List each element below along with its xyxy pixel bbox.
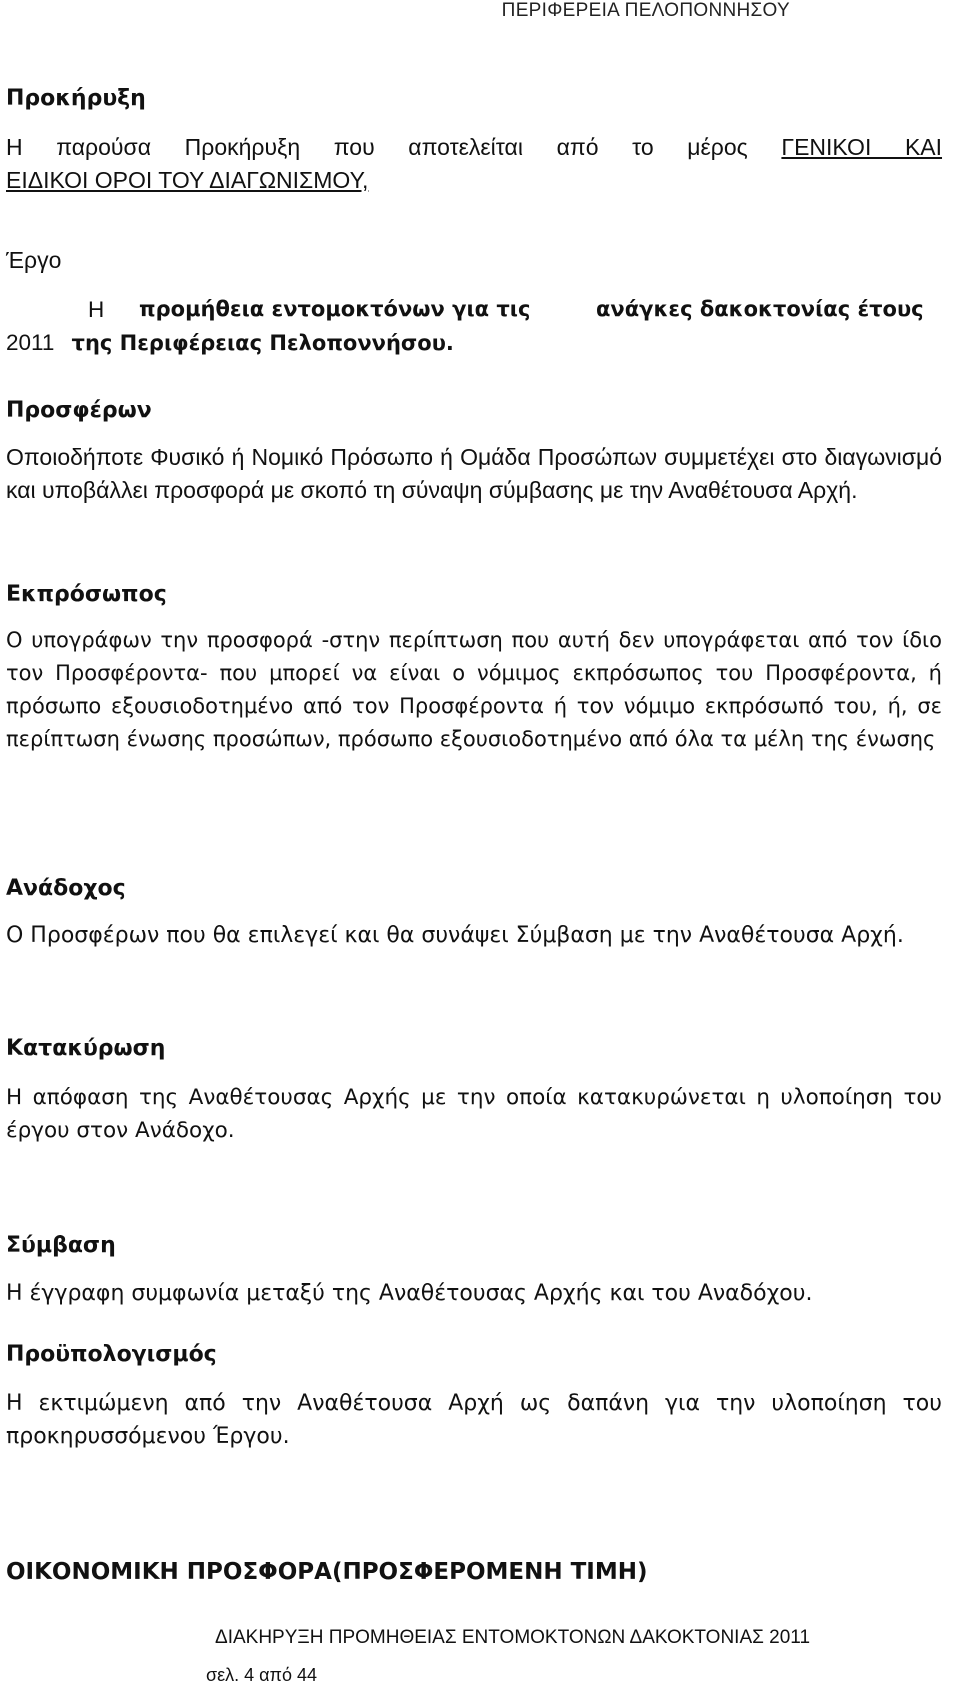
- section-text-prokiryxi: [6, 131, 942, 197]
- ergo-bold-text-right: ανάγκες δακοκτονίας έτους: [596, 297, 924, 321]
- ergo-line-1: [6, 293, 942, 326]
- running-footer: ΔΙΑΚΗΡΥΞΗ ΠΡΟΜΗΘΕΙΑΣ ΕΝΤΟΜΟΚΤΟΝΩΝ ΔΑΚΟΚΤΟΝΙΑΣ 2011: [215, 1627, 811, 1648]
- ergo-line-2: [6, 326, 942, 360]
- section-heading-symvasi: Σύμβαση: [6, 1233, 116, 1258]
- section-text-symvasi: Η έγγραφη συμφωνία μεταξύ της Αναθέτουσας Αρχής και του Αναδόχου.: [6, 1281, 813, 1306]
- ergo-region: της Περιφέρειας Πελοποννήσου.: [71, 331, 454, 355]
- section-heading-prokiryxi: Προκήρυξη: [6, 86, 146, 111]
- prokiryxi-link-part-1[interactable]: ΓΕΝΙΚΟΙ ΚΑΙ: [781, 134, 943, 160]
- prokiryxi-link-part-2[interactable]: ΕΙΔΙΚΟΙ ΟΡΟΙ ΤΟΥ ΔΙΑΓΩΝΙΣΜΟΥ,: [6, 167, 369, 193]
- section-heading-anadoxos: Ανάδοχος: [6, 876, 126, 901]
- prokiryxi-line-1: [6, 131, 942, 164]
- section-title-oikonomiki-prosfora: ΟΙΚΟΝΟΜΙΚΗ ΠΡΟΣΦΟΡΑ(ΠΡΟΣΦΕΡΟΜΕΝΗ ΤΙΜΗ): [6, 1559, 648, 1585]
- section-text-proypologismos: Η εκτιμώμενη από την Αναθέτουσα Αρχή ως δαπάνη για την υλοποίηση του προκηρυσσόμενου Έργου.: [6, 1391, 942, 1449]
- ergo-year: 2011: [6, 330, 55, 355]
- section-text-katakyrosi: Η απόφαση της Αναθέτουσας Αρχής με την οποία κατακυρώνεται η υλοποίηση του έργου στον Ανάδοχο.: [6, 1085, 942, 1143]
- section-text-prosferon: Οποιοδήποτε Φυσικό ή Νομικό Πρόσωπο ή Ομάδα Προσώπων συμμετέχει στο διαγωνισμό και υποβάλλει προσφορά με σκοπό τη σύναψη σύμβασης με την Αναθέτουσα Αρχή.: [6, 444, 942, 503]
- ergo-lead: Η: [88, 297, 105, 322]
- ergo-bold-text: προμήθεια εντομοκτόνων για τις: [139, 297, 531, 321]
- section-heading-katakyrosi: Κατακύρωση: [6, 1036, 166, 1061]
- running-header: ΠΕΡΙΦΕΡΕΙΑ ΠΕΛΟΠΟΝΝΗΣΟΥ: [501, 0, 790, 21]
- prokiryxi-text-prefix: Η παρούσα Προκήρυξη που αποτελείται από το μέρος: [6, 134, 748, 160]
- section-text-ekprosopos: Ο υπογράφων την προσφορά -στην περίπτωση που αυτή δεν υπογράφεται από τον ίδιο τον Προσφέροντα- που μπορεί να είναι ο νόμιμος εκπρόσωπος του Προσφέροντα, ή πρόσωπο εξουσιοδοτημένο από τον Προσφέροντα ή τον νόμιμο εκπρόσωπό του, ή, σε περίπτωση ένωσης προσώπων, πρόσωπο εξουσιοδοτημένο από όλα τα μέλη της ένωσης: [6, 628, 942, 751]
- section-heading-proypologismos: Προϋπολογισμός: [6, 1342, 217, 1367]
- section-heading-ergo: Έργο: [6, 247, 62, 273]
- page-number: σελ. 4 από 44: [206, 1665, 318, 1685]
- section-text-anadoxos: Ο Προσφέρων που θα επιλεγεί και θα συνάψει Σύμβαση με την Αναθέτουσα Αρχή.: [6, 923, 904, 948]
- section-heading-ekprosopos: Εκπρόσωπος: [6, 582, 167, 607]
- section-heading-prosferon: Προσφέρων: [6, 398, 152, 423]
- section-text-ergo: [6, 293, 942, 360]
